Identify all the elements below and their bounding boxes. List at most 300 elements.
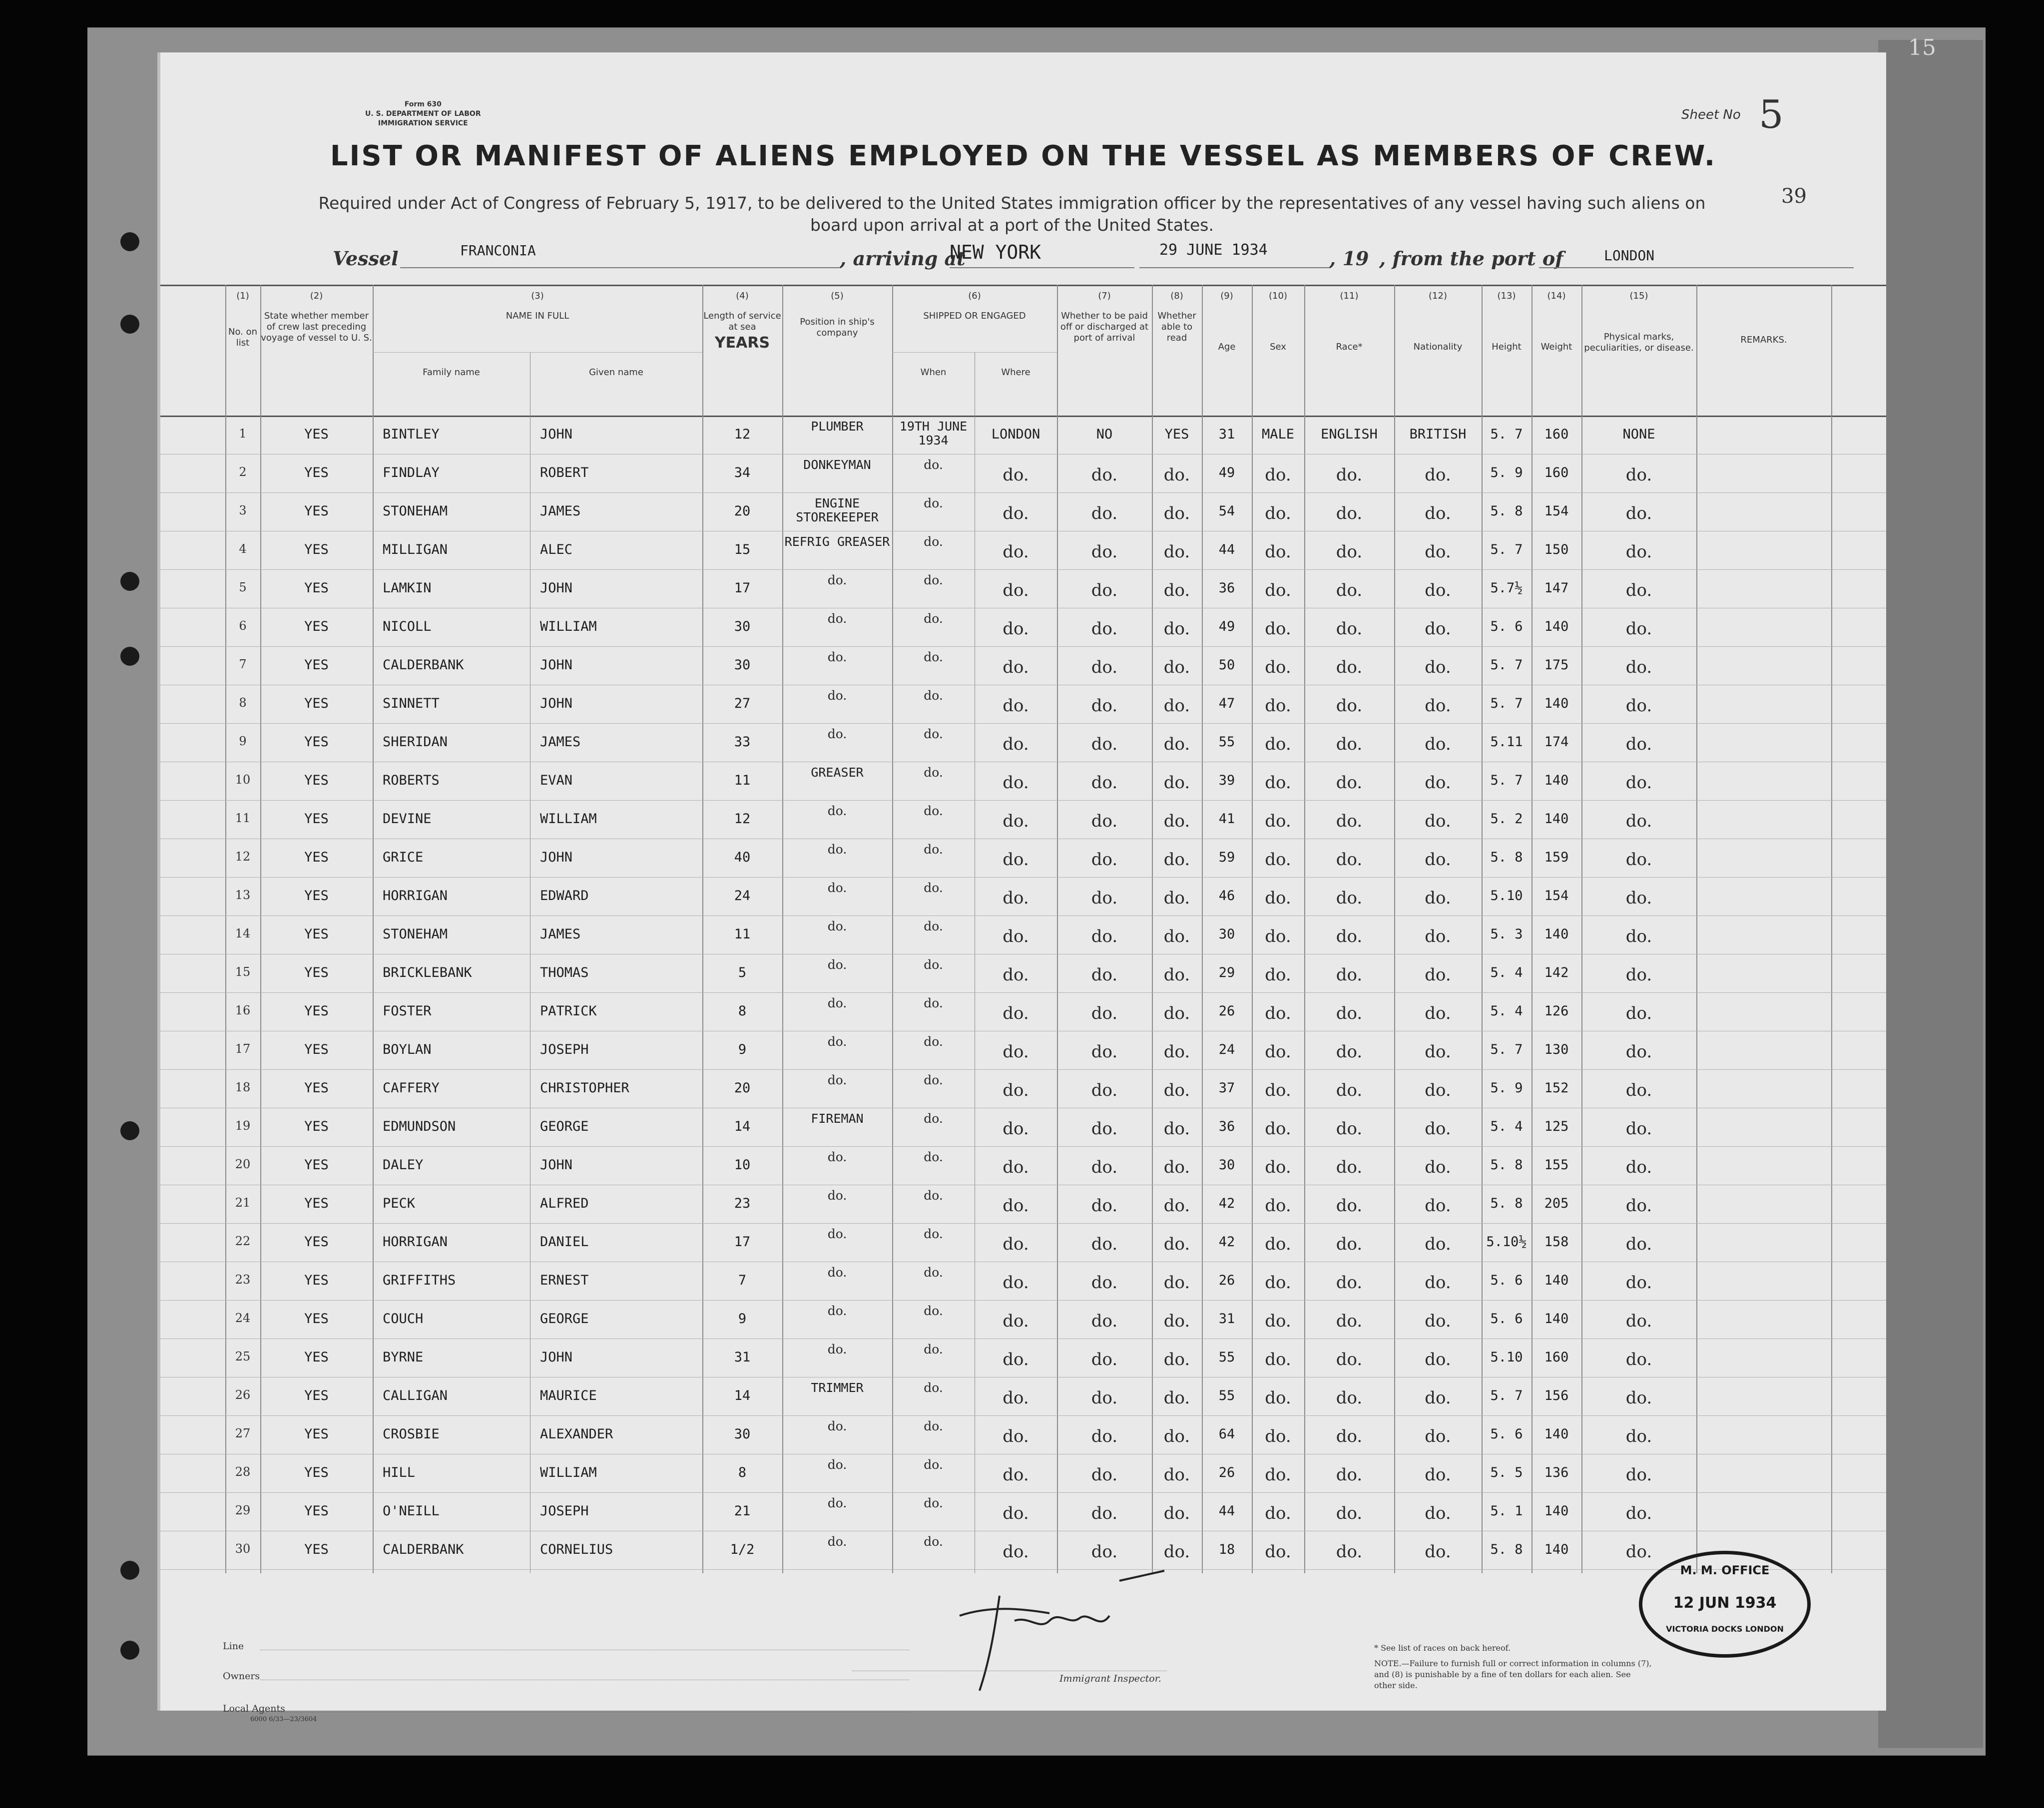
cell-service: 11 xyxy=(734,926,751,942)
cell-prev: YES xyxy=(304,1388,329,1403)
cell-when: do. xyxy=(924,881,943,895)
cell-nat: BRITISH xyxy=(1409,427,1467,442)
cell-sex: do. xyxy=(1265,888,1291,908)
row-divider xyxy=(160,1492,1886,1493)
owners-label: Owners xyxy=(223,1671,260,1682)
table-top-border xyxy=(160,285,1886,286)
cell-when: do. xyxy=(924,1073,943,1087)
cell-where: do. xyxy=(1003,888,1029,908)
cell-family: FOSTER xyxy=(383,1003,432,1019)
binding-hole xyxy=(120,1561,139,1580)
cell-weight: 140 xyxy=(1544,926,1569,942)
cell-given: PATRICK xyxy=(540,1003,597,1019)
cell-nat: do. xyxy=(1425,619,1451,639)
print-code: 6000 6/33—23/3604 xyxy=(250,1716,317,1723)
cell-family: FINDLAY xyxy=(383,465,440,480)
col-divider xyxy=(373,285,374,1573)
cell-paid: do. xyxy=(1091,773,1118,793)
cell-marks: do. xyxy=(1625,619,1652,639)
cell-where: do. xyxy=(1003,773,1029,793)
cell-nat: do. xyxy=(1425,1234,1451,1254)
cell-race: do. xyxy=(1336,580,1363,600)
cell-where: do. xyxy=(1003,1234,1029,1254)
cell-sex: do. xyxy=(1265,1311,1291,1331)
cell-service: 7 xyxy=(738,1273,747,1288)
cell-when: do. xyxy=(924,996,943,1010)
cell-where: do. xyxy=(1003,503,1029,523)
cell-height: 5. 7 xyxy=(1490,657,1523,673)
cell-where: do. xyxy=(1003,1157,1029,1177)
cell-height: 5. 8 xyxy=(1490,1542,1523,1557)
cell-weight: 160 xyxy=(1544,1350,1569,1365)
header-c3: (3) NAME IN FULL xyxy=(506,291,569,321)
cell-marks: do. xyxy=(1625,542,1652,562)
cell-given: DANIEL xyxy=(540,1234,589,1250)
shipped-subheader-line xyxy=(892,352,1057,353)
cell-sex: do. xyxy=(1265,1273,1291,1293)
cell-position: REFRIG GREASER xyxy=(784,534,890,549)
cell-n: 22 xyxy=(235,1234,251,1248)
cell-race: do. xyxy=(1336,1350,1363,1369)
cell-read: do. xyxy=(1163,850,1190,870)
cell-read: do. xyxy=(1163,465,1190,485)
form-number: Form 630 xyxy=(404,100,442,108)
cell-weight: 154 xyxy=(1544,888,1569,904)
service: IMMIGRATION SERVICE xyxy=(378,119,468,127)
cell-read: do. xyxy=(1163,1542,1190,1562)
cell-race: do. xyxy=(1336,696,1363,716)
cell-position: do. xyxy=(827,1304,847,1318)
cell-race: ENGLISH xyxy=(1321,427,1378,442)
cell-given: GEORGE xyxy=(540,1119,589,1134)
cell-nat: do. xyxy=(1425,1311,1451,1331)
cell-age: 36 xyxy=(1218,580,1235,596)
cell-service: 8 xyxy=(738,1003,747,1019)
cell-paid: do. xyxy=(1091,657,1118,677)
cell-n: 4 xyxy=(239,542,247,556)
stamp-bottom: VICTORIA DOCKS LONDON xyxy=(1666,1624,1784,1634)
cell-prev: YES xyxy=(304,811,329,827)
cell-prev: YES xyxy=(304,1080,329,1096)
cell-read: do. xyxy=(1163,1503,1190,1523)
binding-hole xyxy=(120,315,139,334)
cell-paid: do. xyxy=(1091,1080,1118,1100)
cell-nat: do. xyxy=(1425,850,1451,870)
cell-sex: do. xyxy=(1265,503,1291,523)
cell-read: do. xyxy=(1163,773,1190,793)
cell-family: HORRIGAN xyxy=(383,888,448,904)
cell-sex: do. xyxy=(1265,850,1291,870)
cell-paid: do. xyxy=(1091,734,1118,754)
cell-family: SINNETT xyxy=(383,696,440,711)
cell-height: 5. 6 xyxy=(1490,1311,1523,1327)
cell-age: 26 xyxy=(1218,1465,1235,1480)
inspector-label: Immigrant Inspector. xyxy=(1059,1673,1161,1684)
cell-given: JOSEPH xyxy=(540,1042,589,1057)
cell-position: do. xyxy=(827,688,847,703)
cell-height: 5. 6 xyxy=(1490,1426,1523,1442)
row-divider xyxy=(160,992,1886,993)
office-stamp xyxy=(1639,1551,1811,1658)
cell-paid: do. xyxy=(1091,850,1118,870)
cell-race: do. xyxy=(1336,1273,1363,1293)
row-divider xyxy=(160,1146,1886,1147)
cell-race: do. xyxy=(1336,1311,1363,1331)
cell-nat: do. xyxy=(1425,773,1451,793)
vessel-label: Vessel xyxy=(333,247,399,270)
header-c14: (14) Weight xyxy=(1540,291,1572,352)
cell-prev: YES xyxy=(304,1542,329,1557)
cell-marks: do. xyxy=(1625,1542,1652,1562)
row-divider xyxy=(160,915,1886,916)
cell-race: do. xyxy=(1336,1080,1363,1100)
cell-read: do. xyxy=(1163,1119,1190,1139)
cell-family: NICOLL xyxy=(383,619,432,634)
cell-given: JOHN xyxy=(540,427,573,442)
cell-prev: YES xyxy=(304,1234,329,1250)
cell-family: BYRNE xyxy=(383,1350,424,1365)
cell-marks: do. xyxy=(1625,1234,1652,1254)
cell-position: GREASER xyxy=(811,765,864,780)
cell-marks: do. xyxy=(1625,657,1652,677)
cell-service: 12 xyxy=(734,811,751,827)
cell-when: do. xyxy=(924,688,943,703)
cell-read: YES xyxy=(1164,427,1189,442)
cell-age: 31 xyxy=(1218,427,1235,442)
cell-given: WILLIAM xyxy=(540,619,597,634)
cell-race: do. xyxy=(1336,1388,1363,1408)
cell-given: JAMES xyxy=(540,503,581,519)
cell-sex: do. xyxy=(1265,696,1291,716)
cell-n: 12 xyxy=(235,850,251,864)
cell-service: 17 xyxy=(734,580,751,596)
cell-where: do. xyxy=(1003,1311,1029,1331)
form-header xyxy=(365,100,481,128)
cell-where: do. xyxy=(1003,657,1029,677)
cell-weight: 140 xyxy=(1544,1426,1569,1442)
cell-paid: do. xyxy=(1091,1311,1118,1331)
cell-age: 30 xyxy=(1218,926,1235,942)
cell-nat: do. xyxy=(1425,1503,1451,1523)
races-note: * See list of races on back hereof. xyxy=(1374,1643,1511,1653)
cell-n: 17 xyxy=(235,1042,251,1056)
year-label: , 19 xyxy=(1329,247,1369,270)
cell-prev: YES xyxy=(304,619,329,634)
cell-paid: do. xyxy=(1091,580,1118,600)
cell-nat: do. xyxy=(1425,465,1451,485)
header-c6: (6) SHIPPED OR ENGAGED xyxy=(923,291,1026,321)
cell-position: do. xyxy=(827,957,847,972)
cell-read: do. xyxy=(1163,503,1190,523)
cell-marks: do. xyxy=(1625,1157,1652,1177)
cell-position: do. xyxy=(827,1342,847,1356)
cell-marks: do. xyxy=(1625,1388,1652,1408)
cell-paid: do. xyxy=(1091,1388,1118,1408)
backing-edge xyxy=(1878,40,1983,1748)
cell-read: do. xyxy=(1163,734,1190,754)
cell-weight: 175 xyxy=(1544,657,1569,673)
cell-age: 26 xyxy=(1218,1273,1235,1288)
cell-nat: do. xyxy=(1425,1080,1451,1100)
cell-prev: YES xyxy=(304,465,329,480)
cell-prev: YES xyxy=(304,926,329,942)
cell-weight: 125 xyxy=(1544,1119,1569,1134)
header-c3a: Family name xyxy=(423,367,480,378)
cell-n: 19 xyxy=(235,1119,251,1133)
cell-weight: 156 xyxy=(1544,1388,1569,1403)
cell-service: 17 xyxy=(734,1234,751,1250)
cell-weight: 140 xyxy=(1544,619,1569,634)
header-bottom-border xyxy=(160,416,1886,417)
cell-age: 41 xyxy=(1218,811,1235,827)
cell-nat: do. xyxy=(1425,657,1451,677)
cell-when: do. xyxy=(924,1380,943,1395)
cell-weight: 158 xyxy=(1544,1234,1569,1250)
cell-race: do. xyxy=(1336,465,1363,485)
cell-sex: do. xyxy=(1265,657,1291,677)
cell-age: 31 xyxy=(1218,1311,1235,1327)
cell-where: do. xyxy=(1003,1273,1029,1293)
cell-weight: 140 xyxy=(1544,811,1569,827)
cell-n: 24 xyxy=(235,1311,251,1325)
cell-given: GEORGE xyxy=(540,1311,589,1327)
stamp-top: M. M. OFFICE xyxy=(1680,1563,1770,1577)
cell-given: JOHN xyxy=(540,1350,573,1365)
cell-position: TRIMMER xyxy=(811,1380,864,1395)
cell-prev: YES xyxy=(304,734,329,750)
cell-marks: do. xyxy=(1625,1426,1652,1446)
cell-family: LAMKIN xyxy=(383,580,432,596)
cell-given: JOSEPH xyxy=(540,1503,589,1519)
line-label: Line xyxy=(223,1641,244,1652)
cell-age: 18 xyxy=(1218,1542,1235,1557)
row-divider xyxy=(160,1069,1886,1070)
cell-nat: do. xyxy=(1425,1465,1451,1485)
cell-where: do. xyxy=(1003,1196,1029,1216)
cell-age: 55 xyxy=(1218,734,1235,750)
cell-n: 27 xyxy=(235,1426,251,1440)
cell-paid: do. xyxy=(1091,542,1118,562)
cell-height: 5.10½ xyxy=(1486,1234,1527,1250)
cell-paid: do. xyxy=(1091,696,1118,716)
arrival-date: 29 JUNE 1934 xyxy=(1159,241,1268,259)
cell-age: 24 xyxy=(1218,1042,1235,1057)
cell-paid: do. xyxy=(1091,888,1118,908)
cell-height: 5. 7 xyxy=(1490,696,1523,711)
cell-race: do. xyxy=(1336,619,1363,639)
header-c16: REMARKS. xyxy=(1740,335,1787,345)
cell-weight: 160 xyxy=(1544,427,1569,442)
cell-weight: 140 xyxy=(1544,1542,1569,1557)
cell-paid: NO xyxy=(1096,427,1113,442)
cell-sex: do. xyxy=(1265,1080,1291,1100)
cell-nat: do. xyxy=(1425,1196,1451,1216)
cell-given: CORNELIUS xyxy=(540,1542,613,1557)
page-title: LIST OR MANIFEST OF ALIENS EMPLOYED ON THE VESSEL AS MEMBERS OF CREW. xyxy=(330,140,1717,172)
page-number: 39 xyxy=(1781,185,1807,208)
cell-where: do. xyxy=(1003,926,1029,946)
cell-age: 49 xyxy=(1218,619,1235,634)
cell-race: do. xyxy=(1336,1157,1363,1177)
cell-height: 5. 7 xyxy=(1490,1388,1523,1403)
cell-given: JAMES xyxy=(540,734,581,750)
binding-hole xyxy=(120,647,139,666)
cell-read: do. xyxy=(1163,580,1190,600)
cell-when: do. xyxy=(924,1188,943,1203)
cell-service: 34 xyxy=(734,465,751,480)
cell-family: GRIFFITHS xyxy=(383,1273,456,1288)
cell-sex: do. xyxy=(1265,619,1291,639)
cell-marks: do. xyxy=(1625,1311,1652,1331)
cell-age: 36 xyxy=(1218,1119,1235,1134)
cell-age: 47 xyxy=(1218,696,1235,711)
cell-weight: 160 xyxy=(1544,465,1569,480)
cell-height: 5. 7 xyxy=(1490,1042,1523,1057)
cell-family: ROBERTS xyxy=(383,773,440,788)
cell-marks: do. xyxy=(1625,773,1652,793)
cell-n: 28 xyxy=(235,1465,251,1479)
cell-family: O'NEILL xyxy=(383,1503,440,1519)
cell-race: do. xyxy=(1336,657,1363,677)
cell-read: do. xyxy=(1163,1465,1190,1485)
cell-service: 33 xyxy=(734,734,751,750)
cell-read: do. xyxy=(1163,926,1190,946)
cell-marks: do. xyxy=(1625,965,1652,985)
cell-paid: do. xyxy=(1091,1157,1118,1177)
cell-when: do. xyxy=(924,1496,943,1510)
footer-note: NOTE.—Failure to furnish full or correct information in columns (7), and (8) is punishable by a fine of ten dollars for each alien. See other side. xyxy=(1374,1659,1652,1690)
row-divider xyxy=(160,800,1886,801)
cell-n: 29 xyxy=(235,1503,251,1517)
cell-marks: do. xyxy=(1625,850,1652,870)
cell-where: do. xyxy=(1003,965,1029,985)
cell-prev: YES xyxy=(304,1042,329,1057)
cell-nat: do. xyxy=(1425,1042,1451,1062)
cell-weight: 140 xyxy=(1544,1503,1569,1519)
cell-n: 25 xyxy=(235,1350,251,1363)
cell-n: 15 xyxy=(235,965,251,979)
cell-marks: do. xyxy=(1625,734,1652,754)
cell-race: do. xyxy=(1336,1503,1363,1523)
cell-when: do. xyxy=(924,573,943,587)
cell-weight: 136 xyxy=(1544,1465,1569,1480)
cell-marks: do. xyxy=(1625,1350,1652,1369)
cell-given: ALEC xyxy=(540,542,573,557)
cell-service: 11 xyxy=(734,773,751,788)
cell-marks: do. xyxy=(1625,1042,1652,1062)
cell-age: 39 xyxy=(1218,773,1235,788)
cell-given: JOHN xyxy=(540,1157,573,1173)
cell-height: 5.10 xyxy=(1490,1350,1523,1365)
cell-given: WILLIAM xyxy=(540,1465,597,1480)
cell-prev: YES xyxy=(304,888,329,904)
cell-n: 21 xyxy=(235,1196,251,1210)
cell-given: MAURICE xyxy=(540,1388,597,1403)
cell-family: BOYLAN xyxy=(383,1042,432,1057)
cell-service: 1/2 xyxy=(730,1542,755,1557)
cell-marks: do. xyxy=(1625,1003,1652,1023)
arrival-underline xyxy=(950,267,1134,268)
cell-given: JAMES xyxy=(540,926,581,942)
cell-height: 5. 4 xyxy=(1490,1119,1523,1134)
cell-service: 30 xyxy=(734,657,751,673)
cell-paid: do. xyxy=(1091,1119,1118,1139)
cell-weight: 150 xyxy=(1544,542,1569,557)
cell-height: 5. 1 xyxy=(1490,1503,1523,1519)
cell-race: do. xyxy=(1336,1196,1363,1216)
cell-given: WILLIAM xyxy=(540,811,597,827)
binding-hole xyxy=(120,572,139,591)
cell-paid: do. xyxy=(1091,1503,1118,1523)
cell-when: do. xyxy=(924,842,943,857)
cell-read: do. xyxy=(1163,542,1190,562)
cell-paid: do. xyxy=(1091,1273,1118,1293)
cell-nat: do. xyxy=(1425,1003,1451,1023)
arrival-port: NEW YORK xyxy=(950,241,1041,263)
cell-family: CALDERBANK xyxy=(383,1542,464,1557)
cell-given: ROBERT xyxy=(540,465,589,480)
cell-when: do. xyxy=(924,650,943,664)
cell-when: do. xyxy=(924,919,943,933)
agents-label: Local Agents xyxy=(223,1703,285,1714)
cell-nat: do. xyxy=(1425,926,1451,946)
cell-marks: do. xyxy=(1625,1273,1652,1293)
cell-position: do. xyxy=(827,727,847,741)
cell-race: do. xyxy=(1336,773,1363,793)
cell-where: do. xyxy=(1003,1465,1029,1485)
cell-when: do. xyxy=(924,1227,943,1241)
cell-family: DALEY xyxy=(383,1157,424,1173)
cell-position: do. xyxy=(827,996,847,1010)
departure-port: LONDON xyxy=(1604,247,1655,264)
cell-prev: YES xyxy=(304,503,329,519)
cell-height: 5. 3 xyxy=(1490,926,1523,942)
row-divider xyxy=(160,723,1886,724)
cell-weight: 126 xyxy=(1544,1003,1569,1019)
cell-service: 21 xyxy=(734,1503,751,1519)
cell-marks: do. xyxy=(1625,465,1652,485)
vessel-underline xyxy=(400,267,840,268)
cell-prev: YES xyxy=(304,773,329,788)
cell-height: 5.10 xyxy=(1490,888,1523,904)
cell-family: SHERIDAN xyxy=(383,734,448,750)
page-subtitle: Required under Act of Congress of February 5, 1917, to be delivered to the United States immigration officer by the representatives of any vessel having such aliens on board upon arrival at a port of the United States. xyxy=(318,193,1706,235)
arriving-label: , arriving at xyxy=(840,247,966,270)
cell-position: do. xyxy=(827,804,847,818)
cell-where: do. xyxy=(1003,850,1029,870)
cell-read: do. xyxy=(1163,965,1190,985)
cell-race: do. xyxy=(1336,811,1363,831)
cell-where: do. xyxy=(1003,619,1029,639)
cell-given: ALEXANDER xyxy=(540,1426,613,1442)
cell-position: do. xyxy=(827,1150,847,1164)
cell-marks: do. xyxy=(1625,811,1652,831)
cell-marks: do. xyxy=(1625,696,1652,716)
cell-n: 14 xyxy=(235,926,251,940)
cell-height: 5. 7 xyxy=(1490,427,1523,442)
cell-age: 44 xyxy=(1218,1503,1235,1519)
manifest-sheet xyxy=(157,52,1886,1723)
cell-n: 20 xyxy=(235,1157,251,1171)
cell-height: 5. 6 xyxy=(1490,1273,1523,1288)
header-c10: (10) Sex xyxy=(1269,291,1287,352)
cell-sex: do. xyxy=(1265,1388,1291,1408)
cell-height: 5.7½ xyxy=(1490,580,1523,596)
cell-n: 26 xyxy=(235,1388,251,1402)
cell-service: 5 xyxy=(738,965,747,980)
cell-paid: do. xyxy=(1091,1465,1118,1485)
cell-weight: 152 xyxy=(1544,1080,1569,1096)
